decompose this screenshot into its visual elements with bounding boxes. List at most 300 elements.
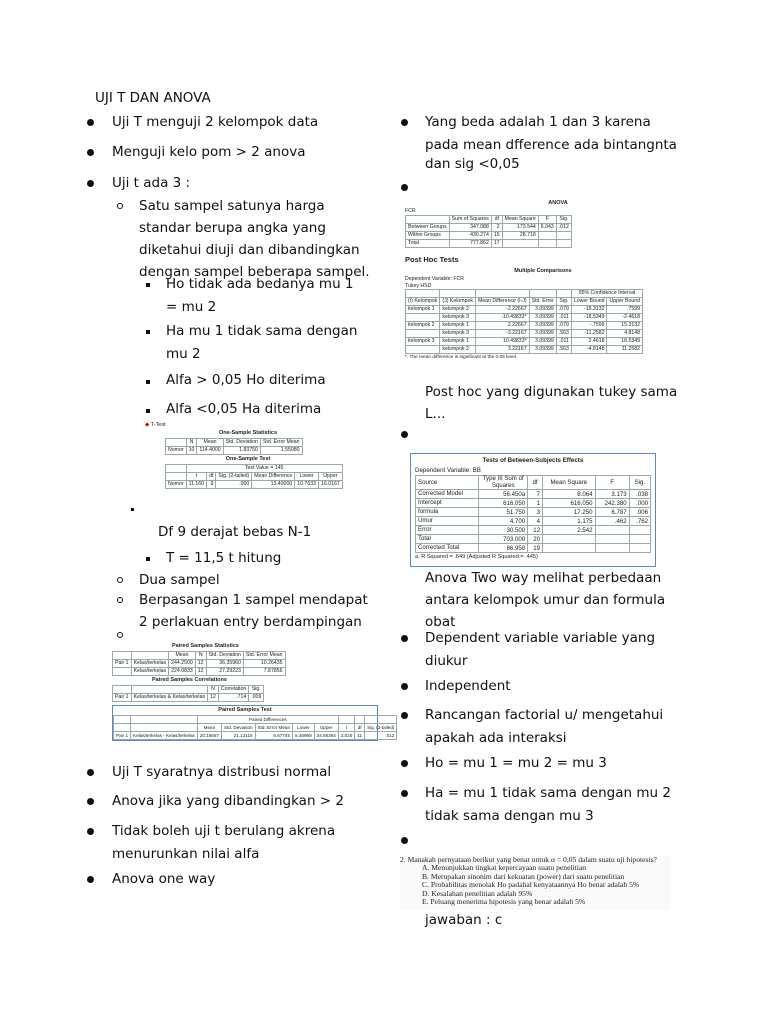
footnote: *. The mean difference is significant at the 0.05 level. [405,355,518,360]
table-cell: .7599 [607,306,643,314]
table-cell: 3.09399 [529,306,556,314]
table-cell: -10.49833* [475,314,529,322]
table-cell: 17.250 [543,508,596,517]
bullet-icon [87,180,94,187]
between-subjects-table [415,475,651,553]
column-header: t [186,473,206,481]
table-cell: 86.950 [479,544,528,553]
text-line: Ha mu 1 tidak sama dengan [166,323,358,339]
column-header: Sum of Squares [449,216,491,224]
table-cell: Pair 1 [113,694,132,702]
table-cell: 2 [491,224,502,232]
table-cell: Between Groups [406,224,450,232]
text-line: Yang beda adalah 1 dan 3 karena [425,114,651,130]
list-item [112,820,335,866]
table-cell: .563 [556,330,571,338]
text-line: Anova Two way melihat perbedaan [425,570,662,586]
bullet-icon [87,828,94,835]
table-cell: -2.22667 [475,306,529,314]
table-cell: kelompok 2 [440,306,476,314]
list-item: Ho = mu 1 = mu 2 = mu 3 [425,755,607,771]
table-caption: Paired Samples Correlations [152,677,227,683]
table-cell [538,240,556,248]
table-cell: 4 [528,517,543,526]
circle-bullet-icon [117,203,123,209]
table-cell: 27.29223 [206,668,243,676]
table-cell: 6.787 [595,508,629,517]
table-cell: kelompok 1 [440,322,476,330]
table-cell: Corrected Model [416,490,479,499]
table-cell: 11.160 [186,481,206,489]
table-cell: 15.3132 [607,322,643,330]
bullet-icon [401,760,408,767]
column-header: Correlation [218,686,248,694]
text-line: standar berupa angka yang [139,220,326,236]
paired-test-frame [112,705,395,741]
table-cell: 777.862 [449,240,491,248]
text-line: Berpasangan 1 sampel mendapat [139,592,368,608]
table-caption: Paired Samples Test [218,707,272,713]
table-cell: .009 [249,694,264,702]
table-cell: 1 [528,499,543,508]
column-header [166,473,187,481]
table-cell: formula [416,508,479,517]
option-d: D. Kesalahan penelitian adalah 95% [422,888,533,898]
table-cell: 173.544 [502,224,538,232]
column-header: Mean Square [543,476,596,490]
ttest-header-label: T-Test [150,422,166,428]
column-header: Paired Differences [197,716,338,724]
column-header: Mean [169,652,196,660]
table-cell: 6.67745 [255,732,292,740]
table-cell: 1.55080 [260,447,302,455]
text-line: = mu 2 [166,299,217,315]
answer-text: jawaban : c [425,912,503,928]
bullet-icon [87,798,94,805]
table-cell: 3.22167 [475,346,529,354]
column-header: df [491,216,502,224]
table-cell [543,544,596,553]
table-cell: kelompok 2 [406,322,440,330]
table-cell: Kelas/terkelas [131,668,169,676]
table-cell [595,526,629,535]
column-header: Lower [295,473,319,481]
list-item: Independent [425,678,511,694]
table-cell: 2.22667 [475,322,529,330]
column-header: df [355,724,365,732]
bullet-icon [87,119,94,126]
table-cell: 21.13116 [221,732,255,740]
table-cell: 3.09399 [529,322,556,330]
method-label: Tukey HSD [405,282,432,289]
table-cell [406,314,440,322]
table-cell: -11.2582 [571,330,607,338]
table-cell: 224.0833 [169,668,196,676]
table-cell: .079 [556,322,571,330]
one-sample-statistics-table [165,438,303,455]
table-cell: Total [406,240,450,248]
column-header: Sig. (2-tailed) [365,724,397,732]
table-cell: 11.2582 [607,346,643,354]
question-stem: 2. Manakah pernyataan berikut yang benar untuk α = 0,05 dalam suatu uji hipotesis? [400,855,657,864]
text-line: Tidak boleh uji t berulang akrena [112,823,336,839]
option-e: E. Peluang menerima hipotesis yang benar adalah 5% [422,897,586,907]
table-cell: 616.050 [543,499,596,508]
text-line: Ha = mu 1 tidak sama dengan mu 2 [425,785,671,801]
table-cell: .006 [629,508,650,517]
list-item: Uji t ada 3 : [112,175,191,191]
table-cell: 703.000 [479,535,528,544]
square-bullet-icon [131,508,134,511]
table-cell: 51.750 [479,508,528,517]
table-cell: 7.87856 [243,668,285,676]
square-bullet-icon [146,557,150,561]
table-cell: 16.0167 [318,481,342,489]
table-cell: -3.22167 [475,330,529,338]
column-header [113,652,132,660]
column-header: Type III Sum of Squares [479,476,528,490]
dependent-variable-label: Dependent Variable: BB [415,467,481,474]
column-header: Std. Error Mean [243,652,285,660]
bullet-icon [87,876,94,883]
table-cell: 7 [528,490,543,499]
table-cell: 20.16667 [197,732,221,740]
table-cell: 19 [528,544,543,553]
table-cell: 4.700 [479,517,528,526]
table-cell: 28.718 [502,232,538,240]
column-header: Mean Difference [252,473,295,481]
bullet-icon [87,769,94,776]
table-cell: 6.043 [538,224,556,232]
column-header: df [528,476,543,490]
table-cell: Umur [416,517,479,526]
dependent-variable-label: Dependent Variable: FCR [405,276,465,282]
table-cell: 12 [195,660,206,668]
column-header [131,686,208,694]
column-header [131,652,169,660]
table-cell: Within Groups [406,232,450,240]
text-line: L... [425,406,446,422]
table-cell [629,535,650,544]
table-cell: Kelas/terkelas - Kelas/terkelas [131,732,198,740]
bullet-icon [401,790,408,797]
table-cell: 10.7633 [295,481,319,489]
column-header: Sig. [629,476,650,490]
table-cell: Total [416,535,479,544]
text-line: Dependent variable variable yang [425,630,656,646]
table-cell: 3.09399 [529,338,556,346]
table-cell [556,240,571,248]
list-item [425,627,655,673]
list-item [425,567,665,633]
table-cell: 36.35960 [206,660,243,668]
bullet-icon [401,837,408,844]
column-header: Upper [318,473,342,481]
table-cell: .462 [595,517,629,526]
table-cell: 5.46969 [293,732,315,740]
table-cell: 18.5349 [607,338,643,346]
table-cell: 17 [491,240,502,248]
table-cell: .000 [629,499,650,508]
table-cell: 12 [528,526,543,535]
circle-bullet-icon [117,577,123,583]
table-cell: 244.2500 [169,660,196,668]
column-header: Upper Bound [607,298,643,306]
paired-samples-test-table [113,715,397,740]
table-cell: .563 [556,346,571,354]
column-header [406,216,450,224]
table-cell: 347.088 [449,224,491,232]
column-header: t [338,724,355,732]
table-cell [502,240,538,248]
square-bullet-icon [146,283,150,287]
circle-bullet-icon [117,632,123,638]
text-line: tidak sama dengan mu 3 [425,808,594,824]
table-cell: 616.050 [479,499,528,508]
text-line: pada mean dfference ada bintangnta [425,137,677,153]
table-cell: Pair 1 [113,660,132,668]
table-cell [556,232,571,240]
list-item: Menguji kelo pom > 2 anova [112,144,306,160]
table-cell: 3.09399 [529,346,556,354]
column-header: Std. Deviation [223,439,260,447]
table-cell: 4.8148 [607,330,643,338]
table-cell: kelompok 1 [406,306,440,314]
list-item [166,320,357,366]
column-header: Sig. (2-tailed) [216,473,252,481]
column-header: Source [416,476,479,490]
table-cell: -18.5349 [571,314,607,322]
column-header: F [538,216,556,224]
table-cell: .038 [629,490,650,499]
text-line: dengan sampel beberapa sampel. [139,264,370,280]
ttest-output-image [143,421,353,493]
anova-table [405,215,572,248]
list-item [139,589,368,633]
table-cell: .011 [556,338,571,346]
text-line: diketahui diuji dan dibandingkan [139,242,360,258]
list-item: Uji T menguji 2 kelompok data [112,114,319,130]
table-cell [538,232,556,240]
column-header: df [207,473,216,481]
text-line: dan sig <0,05 [425,156,520,172]
table-cell: .012 [556,224,571,232]
table-cell: 1.175 [543,517,596,526]
bullet-icon [401,119,408,126]
column-header [166,439,187,447]
bullet-icon [87,149,94,156]
column-header: Upper [314,724,338,732]
list-item [425,704,663,750]
table-cell [406,346,440,354]
table-cell: 1.83750 [223,447,260,455]
text-line: antara kelompok umur dan formula [425,592,666,608]
table-cell: Pair 1 [114,732,131,740]
column-header: Std. Error Mean [255,724,292,732]
table-cell: 56.450a [479,490,528,499]
table-cell: 114.4000 [197,447,223,455]
bullet-icon [401,635,408,642]
table-caption: Paired Samples Statistics [172,643,239,649]
anova-output-image [405,199,641,385]
column-header: F [595,476,629,490]
table-cell: .000 [216,481,252,489]
table-cell: kelompok 3 [440,330,476,338]
table-cell: 3.173 [595,490,629,499]
text-line: Ho tidak ada bedanya mu 1 [166,276,354,292]
table-cell [595,544,629,553]
table-cell: 34.86364 [314,732,338,740]
column-header [131,724,198,732]
table-caption: One-Sample Test [225,456,271,462]
list-item [166,273,354,319]
column-header: N [186,439,197,447]
column-header [113,686,132,694]
table-cell: 3.09399 [529,314,556,322]
table-cell: Kelas/terkelas & Kelas/terkelas [131,694,208,702]
table-cell: 3 [528,508,543,517]
bullet-icon [401,431,408,438]
square-bullet-icon [146,330,150,334]
table-cell: Nomor [166,447,187,455]
table-cell: 30.500 [479,526,528,535]
table-cell [406,330,440,338]
column-header: N [195,652,206,660]
ttest-header: ◆ T-Test [145,422,166,428]
one-sample-test-table [165,464,343,489]
between-subjects-output-image [410,453,656,567]
table-cell: 3.09399 [529,330,556,338]
list-item: Uji T syaratnya distribusi normal [112,764,332,780]
multiple-comparisons-table [405,289,643,354]
table-cell: 10.26435 [243,660,285,668]
column-header: Test Value = 145 [186,465,342,473]
text-line: obat [425,614,456,630]
text-line: menurunkan nilai alfa [112,846,260,862]
list-item: Anova jika yang dibandingkan > 2 [112,793,344,809]
table-cell: 20 [528,535,543,544]
table-cell: 9 [207,481,216,489]
table-cell: .079 [556,306,571,314]
table-cell: kelompok 1 [440,338,476,346]
column-header: Sig. [249,686,264,694]
table-cell: 15 [491,232,502,240]
table-cell [629,544,650,553]
option-a: A. Menunjukkan tingkat kepercayaan suatu penelitian [422,863,587,873]
list-item: T = 11,5 t hitung [166,550,282,566]
table-cell: kelompok 3 [440,314,476,322]
list-item [425,111,677,176]
table-cell: .762 [629,517,650,526]
table-cell [629,526,650,535]
list-item: Df 9 derajat bebas N-1 [158,524,312,540]
table-cell: 11 [355,732,365,740]
table-cell: 2.4618 [571,338,607,346]
table-cell: 2.542 [543,526,596,535]
text-line: Satu sampel satunya harga [139,198,325,214]
column-header: Sig. [556,216,571,224]
table-cell: 10.49833* [475,338,529,346]
table-cell: Intercept [416,499,479,508]
table-cell: .714 [218,694,248,702]
list-item: Alfa > 0,05 Ho diterima [166,372,326,388]
table-cell: Corrected Total [416,544,479,553]
column-header: Std. Error Mean [260,439,302,447]
column-header: Mean [197,439,223,447]
column-header: Mean [197,724,221,732]
table-caption: Tests of Between-Subjects Effects [482,457,584,464]
table-caption: Multiple Comparisons [514,268,572,274]
column-header: Lower Bound [571,298,607,306]
list-item: Alfa <0,05 Ha diterima [166,401,322,417]
column-header [114,724,131,732]
column-header: Mean Square [502,216,538,224]
table-cell: Nomor [166,481,187,489]
table-cell: 430.274 [449,232,491,240]
column-header: Lower [293,724,315,732]
text-line: mu 2 [166,346,201,362]
list-item [425,381,677,425]
table-cell: 12 [208,694,219,702]
list-item: Anova one way [112,871,216,887]
footnote: a. R Squared = .649 (Adjusted R Squared = .445) [415,554,538,560]
page-title: UJI T DAN ANOVA [95,90,211,106]
column-header: Std. Deviation [206,652,243,660]
column-header: (I) Kelompok [406,298,440,306]
circle-bullet-icon [117,597,123,603]
list-item [139,195,370,283]
table-caption: One-Sample Statistics [218,430,278,436]
table-cell [543,535,596,544]
table-cell [595,535,629,544]
table-cell: 8.064 [543,490,596,499]
table-cell: Kelas/terkelas [131,660,169,668]
text-line: Post hoc yang digunakan tukey sama [425,384,678,400]
table-cell: 10 [186,447,197,455]
paired-samples-output-image [112,642,395,748]
table-cell: kelompok 3 [406,338,440,346]
column-header: Sig. [556,298,571,306]
paired-samples-correlations-table [112,685,264,702]
table-cell: 3.020 [338,732,355,740]
text-line: diukur [425,653,468,669]
bullet-icon [401,712,408,719]
option-b: B. Merupakan sinonim dari kekuatan (power) dari suatu penelitian [422,871,625,881]
list-item [425,782,671,828]
table-cell: -4.8148 [571,346,607,354]
column-header: N [208,686,219,694]
table-cell: Error [416,526,479,535]
table-cell: .011 [556,314,571,322]
table-cell: kelompok 2 [440,346,476,354]
table-cell: -2.4618 [607,314,643,322]
list-item: Dua sampel [139,572,220,588]
table-cell: 13.40000 [252,481,295,489]
exam-question-image [400,856,671,910]
table-cell: -15.3132 [571,306,607,314]
dependent-variable-label: FCR [405,208,416,214]
table-cell: .012 [365,732,397,740]
table-cell: 242.380 [595,499,629,508]
column-header: Std. Deviation [221,724,255,732]
bullet-icon [401,184,408,191]
column-header: Mean Difference (I-J) [475,298,529,306]
text-line: 2 perlakuan entry berdampingan [139,614,362,630]
post-hoc-heading: Post Hoc Tests [405,255,459,264]
column-header: (J) Kelompok [440,298,476,306]
table-caption: ANOVA [548,200,568,206]
square-bullet-icon [146,380,150,384]
